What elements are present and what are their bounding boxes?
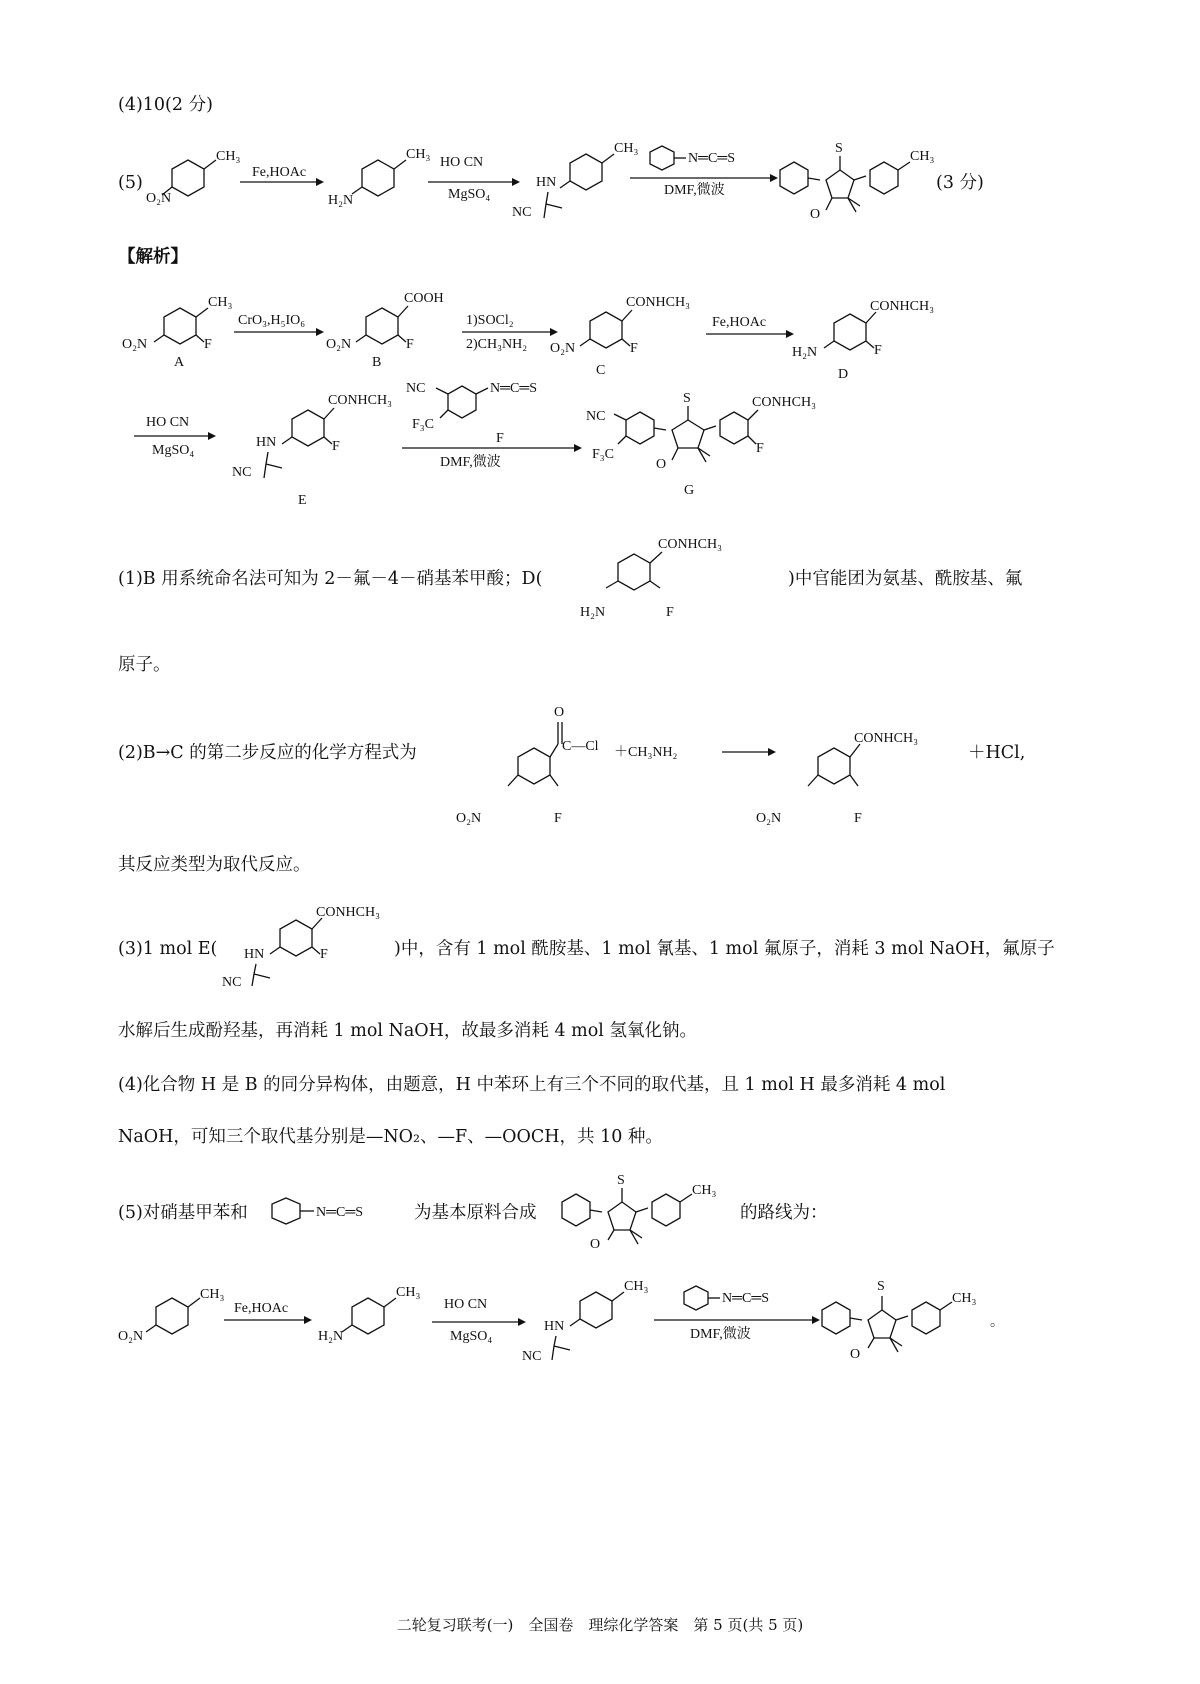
- svg-text:O₂N: O₂N: [756, 811, 782, 826]
- svg-text:O₂N: O₂N: [326, 337, 352, 352]
- svg-text:O: O: [656, 457, 667, 472]
- svg-text:F: F: [630, 341, 638, 356]
- carbonyl-o-label: O: [810, 207, 821, 222]
- benzene-ring-amine: [362, 160, 394, 196]
- svg-text:CH₃: CH₃: [624, 1279, 649, 1294]
- svg-text:O₂N: O₂N: [550, 341, 576, 356]
- svg-text:CrO₃,H₅IO₆: CrO₃,H₅IO₆: [238, 313, 306, 328]
- methyl-label: CH₃: [910, 149, 935, 164]
- label-f: F: [496, 431, 504, 446]
- analysis-q1-text-c: 原子。: [118, 655, 171, 675]
- svg-text:F: F: [332, 439, 340, 454]
- analysis-q3-text-a: (3)1 mol E(: [118, 939, 218, 959]
- analysis-q4-text-b: NaOH，可知三个取代基分别是—NO₂、—F、—OOCH，共 10 种。: [118, 1127, 663, 1147]
- phenyl-ring-product: [780, 162, 808, 194]
- svg-text:DMF,微波: DMF,微波: [440, 455, 501, 470]
- svg-text:O: O: [554, 705, 565, 720]
- nitro-label: O₂N: [146, 191, 172, 206]
- svg-text:S: S: [877, 1279, 885, 1294]
- reagent-mgso4: MgSO₄: [448, 187, 491, 202]
- svg-text:CONHCH₃: CONHCH₃: [626, 295, 690, 310]
- analysis-q5-text-c: 的路线为：: [740, 1203, 828, 1223]
- svg-text:Fe,HOAc: Fe,HOAc: [712, 315, 767, 330]
- analysis-q2-end: ＋HCl,: [968, 743, 1026, 763]
- imidazolidine-ring: [826, 170, 854, 198]
- svg-text:CH₃: CH₃: [200, 1287, 225, 1302]
- thione-s-label: S: [835, 141, 843, 156]
- analysis-q4-text-a: (4)化合物 H 是 B 的同分异构体，由题意，H 中苯环上有三个不同的取代基，且 1 mol H 最多消耗 4 mol: [118, 1075, 946, 1095]
- svg-text:HN: HN: [544, 1319, 565, 1334]
- analysis-heading: 【解析】: [118, 247, 188, 267]
- nitrile-label: NC: [512, 205, 532, 220]
- reagent-hydroxynitrile: HO CN: [440, 155, 484, 170]
- svg-text:O: O: [590, 1237, 601, 1252]
- svg-text:F: F: [666, 605, 674, 620]
- answer-5-label: (5): [118, 173, 143, 193]
- svg-text:NC: NC: [586, 409, 606, 424]
- svg-text:F₃C: F₃C: [592, 447, 615, 462]
- label-g: G: [684, 483, 695, 498]
- svg-text:CONHCH₃: CONHCH₃: [658, 537, 722, 552]
- amine-label: H₂N: [328, 193, 354, 208]
- svg-text:S: S: [683, 391, 691, 406]
- compound-g-left-ring: [626, 412, 654, 444]
- svg-text:DMF,微波: DMF,微波: [690, 1327, 751, 1342]
- svg-text:F: F: [320, 947, 328, 962]
- answer-4: (4)10(2 分): [118, 95, 213, 115]
- svg-text:O₂N: O₂N: [118, 1329, 144, 1344]
- isothiocyanate-label: N═C═S: [688, 151, 736, 166]
- compound-e-ring: [292, 410, 324, 446]
- compound-a-ring: [164, 308, 196, 344]
- tolyl-ring-product: [870, 162, 898, 194]
- svg-text:S: S: [617, 1173, 625, 1188]
- svg-text:N═C═S: N═C═S: [316, 1205, 364, 1220]
- reagent-fe-hoac: Fe,HOAc: [252, 165, 307, 180]
- svg-text:CH₃: CH₃: [396, 1285, 421, 1300]
- compound-e-inline: [214, 900, 404, 990]
- svg-text:F: F: [204, 337, 212, 352]
- svg-text:MgSO₄: MgSO₄: [152, 443, 195, 458]
- analysis-q3-text-b: )中，含有 1 mol 酰胺基、1 mol 氰基、1 mol 氟原子，消耗 3 mol NaOH，氟原子: [394, 939, 1055, 959]
- acyl-chloride-ring: [518, 748, 550, 784]
- svg-text:2)CH₃NH₂: 2)CH₃NH₂: [466, 337, 528, 352]
- analysis-q5-text-b: 为基本原料合成: [414, 1203, 537, 1223]
- svg-text:H₂N: H₂N: [580, 605, 606, 620]
- methyl-label: CH₃: [216, 149, 241, 164]
- label-c: C: [596, 363, 606, 378]
- svg-text:F: F: [874, 343, 882, 358]
- methyl-label: CH₃: [406, 147, 431, 162]
- svg-text:HN: HN: [256, 435, 277, 450]
- svg-text:F: F: [554, 811, 562, 826]
- svg-text:CONHCH₃: CONHCH₃: [752, 395, 816, 410]
- compound-c-ring-eq: [818, 748, 850, 784]
- equation-q2: [450, 700, 1030, 830]
- analysis-scheme-row1: [110, 282, 990, 382]
- label-b: B: [372, 355, 382, 370]
- svg-text:CONHCH₃: CONHCH₃: [328, 393, 392, 408]
- svg-text:NC: NC: [406, 381, 426, 396]
- svg-text:CH₃: CH₃: [208, 295, 233, 310]
- svg-text:N═C═S: N═C═S: [722, 1291, 770, 1306]
- methyl-label: CH₃: [614, 141, 639, 156]
- answer-5-score: (3 分): [936, 173, 984, 193]
- svg-text:N═C═S: N═C═S: [490, 381, 538, 396]
- benzene-ring-intermediate: [570, 154, 602, 190]
- svg-text:HO CN: HO CN: [444, 1297, 488, 1312]
- svg-text:Fe,HOAc: Fe,HOAc: [234, 1301, 289, 1316]
- svg-text:CONHCH₃: CONHCH₃: [854, 731, 918, 746]
- svg-text:CONHCH₃: CONHCH₃: [316, 905, 380, 920]
- analysis-scheme-row2: [110, 372, 990, 512]
- compound-d-ring: [834, 314, 866, 350]
- compound-c-ring: [590, 312, 622, 348]
- label-e: E: [298, 493, 307, 508]
- svg-text:CH₃: CH₃: [952, 1291, 977, 1306]
- compound-d-inline: [570, 532, 750, 622]
- svg-text:MgSO₄: MgSO₄: [450, 1329, 493, 1344]
- svg-text:O₂N: O₂N: [122, 337, 148, 352]
- isothiocyanate-inline: [270, 1192, 410, 1228]
- svg-text:CH₃: CH₃: [692, 1183, 717, 1198]
- svg-text:NC: NC: [222, 975, 242, 990]
- compound-f-ring: [448, 386, 476, 418]
- svg-text:F: F: [406, 337, 414, 352]
- svg-text:CONHCH₃: CONHCH₃: [870, 299, 934, 314]
- svg-text:HO CN: HO CN: [146, 415, 190, 430]
- period-mark: 。: [990, 1315, 1004, 1330]
- target-product-inline: [548, 1166, 738, 1256]
- analysis-q2-text-c: 其反应类型为取代反应。: [118, 855, 311, 875]
- svg-text:NC: NC: [232, 465, 252, 480]
- svg-text:C—Cl: C—Cl: [562, 739, 599, 754]
- svg-text:O₂N: O₂N: [456, 811, 482, 826]
- compound-b-ring: [366, 308, 398, 344]
- svg-text:COOH: COOH: [404, 291, 444, 306]
- svg-text:H₂N: H₂N: [792, 345, 818, 360]
- analysis-q1-text-a: (1)B 用系统命名法可知为 2－氟－4－硝基苯甲酸；D(: [118, 569, 543, 589]
- phenyl-ring-reagent: [650, 146, 674, 170]
- svg-text:NC: NC: [522, 1349, 542, 1364]
- svg-text:F₃C: F₃C: [412, 417, 435, 432]
- svg-text:O: O: [850, 1347, 861, 1362]
- route-5-scheme: [140, 140, 980, 230]
- methylamine-label: ＋CH₃NH₂: [614, 745, 678, 760]
- svg-text:F: F: [854, 811, 862, 826]
- compound-g-imidazolidine: [672, 420, 704, 448]
- analysis-q5-text-a: (5)对硝基甲苯和: [118, 1203, 248, 1223]
- label-d: D: [838, 367, 849, 382]
- svg-text:H₂N: H₂N: [318, 1329, 344, 1344]
- svg-text:F: F: [756, 441, 764, 456]
- benzene-ring-start: [172, 160, 204, 196]
- page-footer: 二轮复习联考(一) 全国卷 理综化学答案 第 5 页(共 5 页): [396, 1616, 804, 1634]
- analysis-route-5: [110, 1274, 1010, 1374]
- analysis-q3-text-c: 水解后生成酚羟基，再消耗 1 mol NaOH，故最多消耗 4 mol 氢氧化钠。: [118, 1021, 697, 1041]
- svg-text:1)SOCl₂: 1)SOCl₂: [466, 313, 514, 328]
- label-a: A: [174, 355, 185, 370]
- analysis-q2-text-a: (2)B→C 的第二步反应的化学方程式为: [118, 743, 417, 763]
- nh-label: HN: [536, 175, 557, 190]
- svg-text:HN: HN: [244, 947, 265, 962]
- reagent-dmf-microwave: DMF,微波: [664, 183, 725, 198]
- compound-g-right-ring: [720, 412, 748, 444]
- analysis-q1-text-b: )中官能团为氨基、酰胺基、氟: [788, 569, 1023, 589]
